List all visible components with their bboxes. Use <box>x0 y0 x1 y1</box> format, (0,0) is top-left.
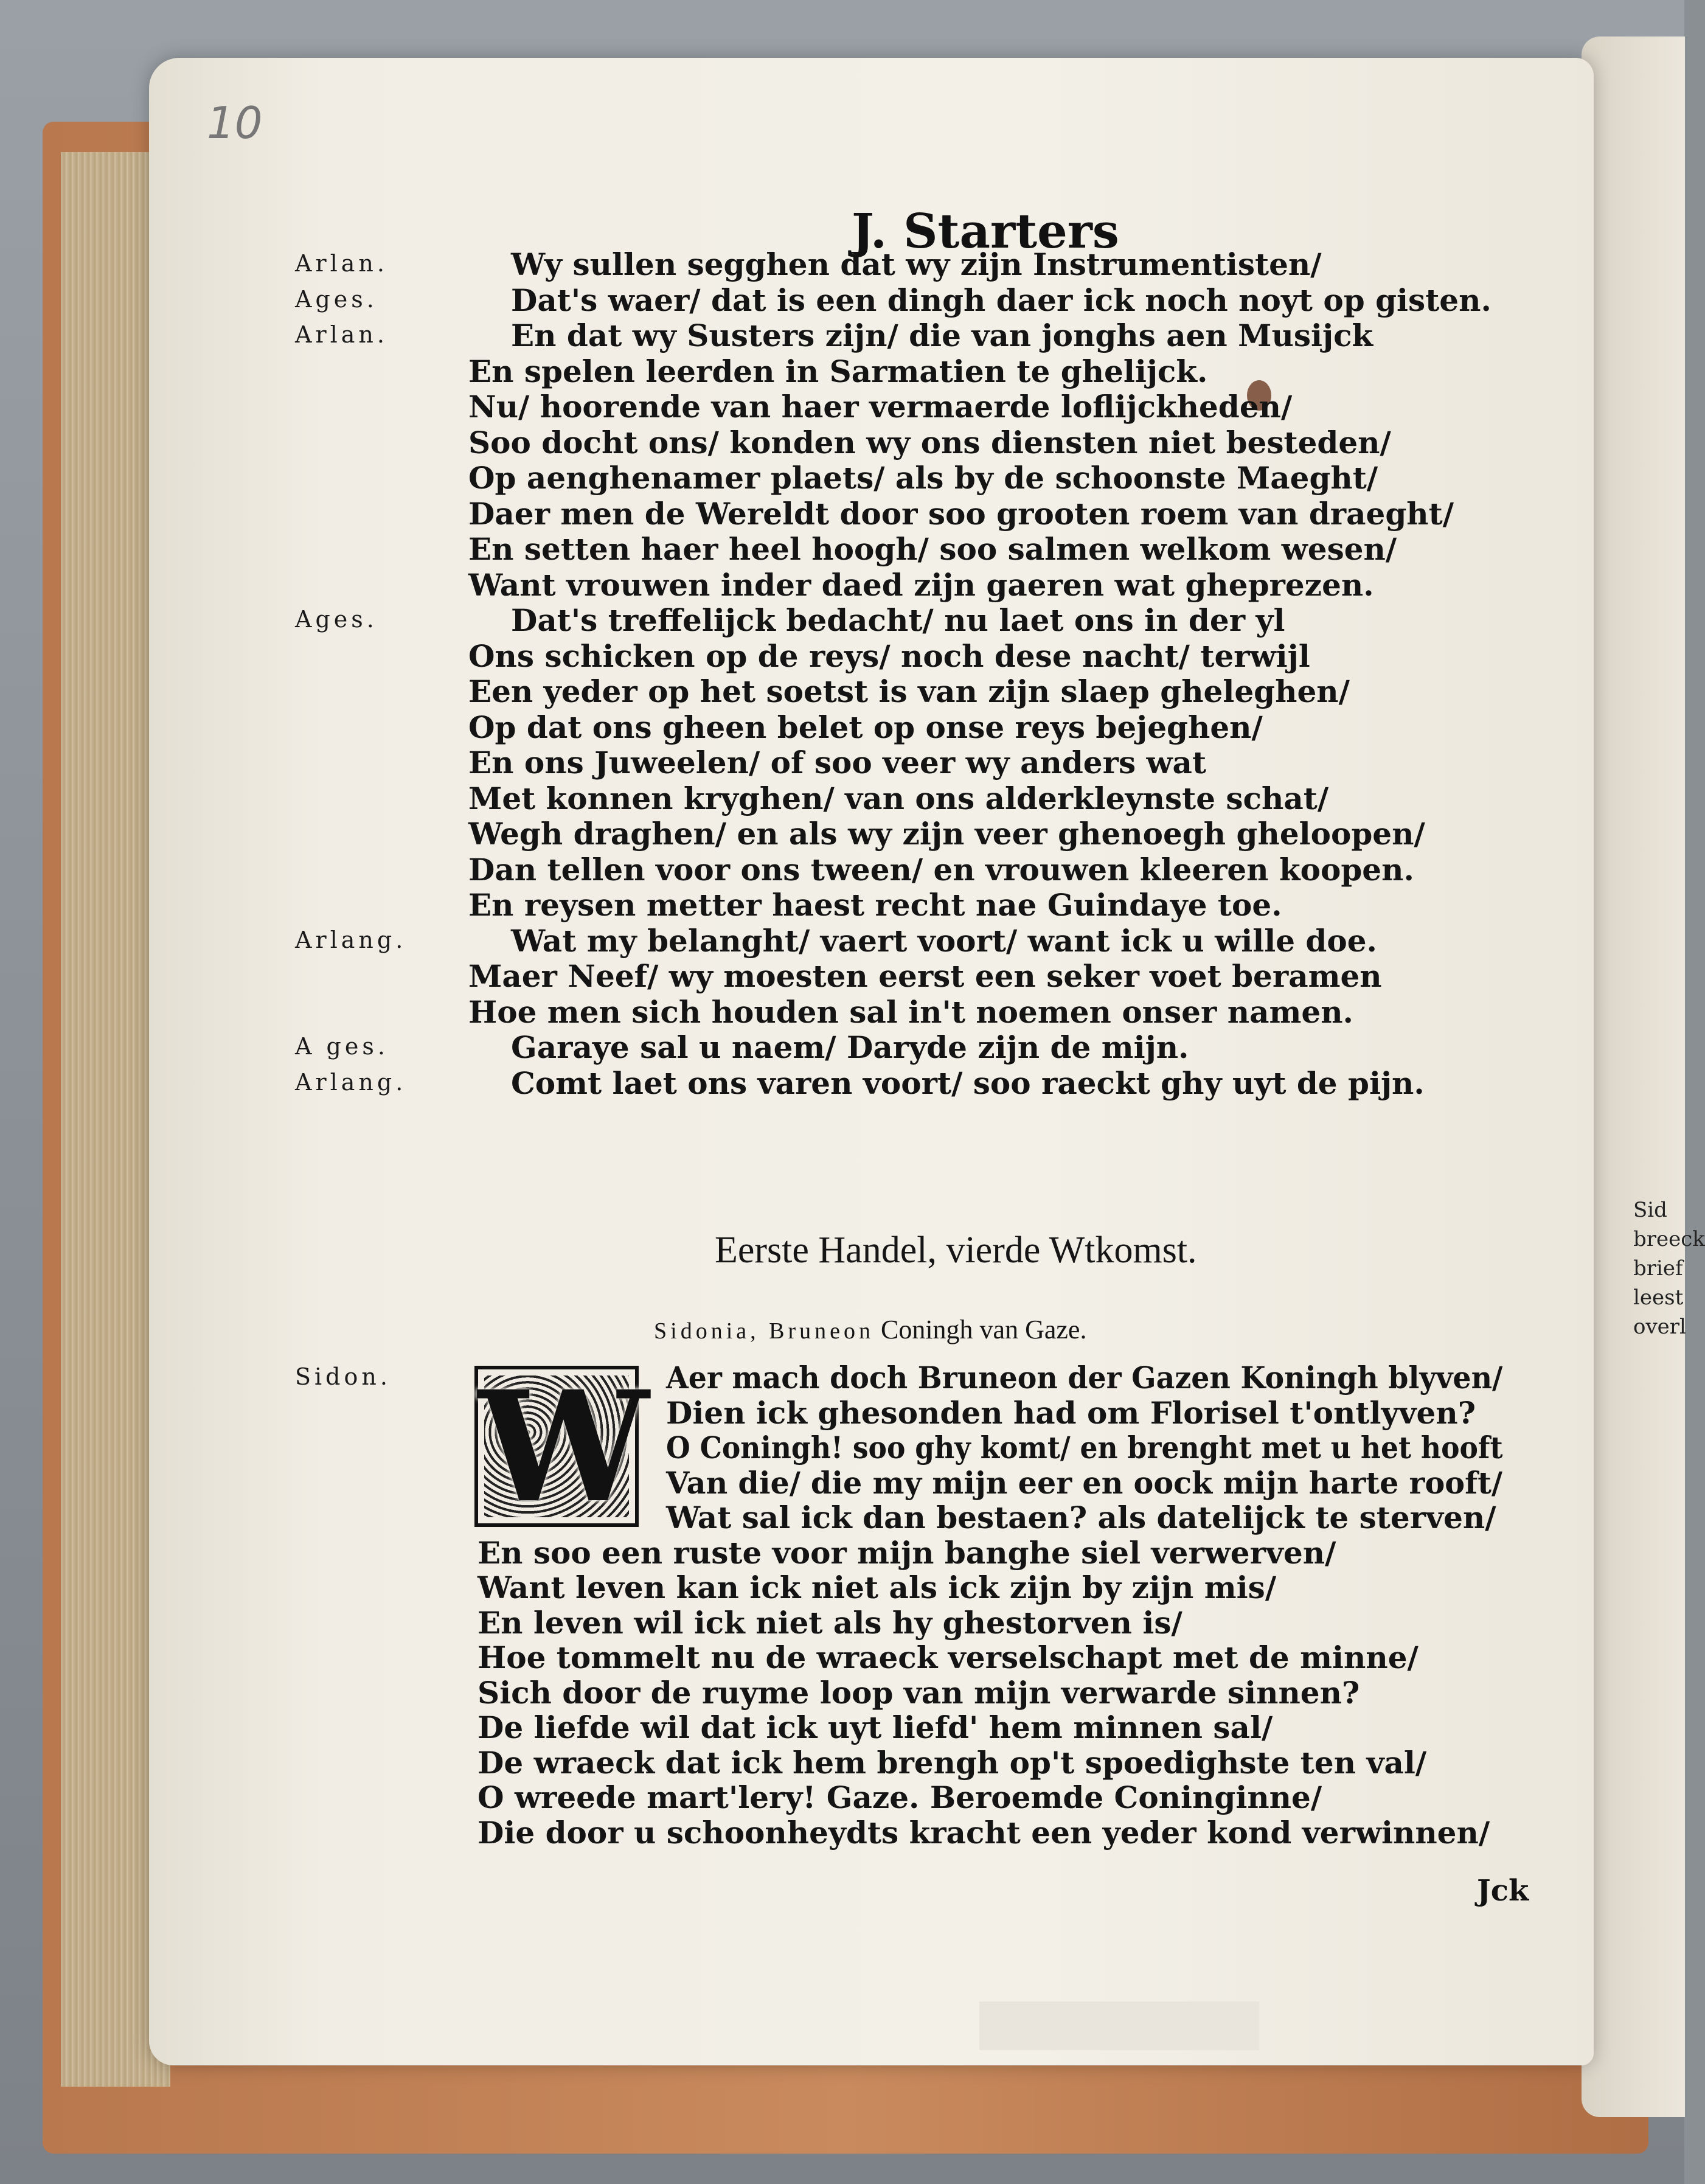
speaker-label: Arlan. <box>295 321 388 348</box>
verse-line: O wreede mart'lery! Gaze. Beroemde Coninginne/ <box>477 1779 1322 1815</box>
speaker-label: Ages. <box>295 285 378 313</box>
verse-line: Wat sal ick dan bestaen? als datelijck te sterven/ <box>666 1500 1496 1535</box>
verse-line: Die door u schoonheydts kracht een yeder kond verwinnen/ <box>477 1814 1490 1851</box>
verse-line: Hoe tommelt nu de wraeck verselschapt met de minne/ <box>477 1640 1419 1675</box>
drop-cap-initial <box>474 1357 649 1536</box>
verse-line: Een yeder op het soetst is van zijn slaep gheleghen/ <box>468 673 1350 709</box>
verse-line: Dan tellen voor ons tween/ en vrouwen kleeren koopen. <box>468 851 1414 888</box>
tape-strip <box>979 2001 1259 2050</box>
verse-line: Want vrouwen inder daed zijn gaeren wat gheprezen. <box>468 566 1374 603</box>
verse-line: Daer men de Wereldt door soo grooten roem van draeght/ <box>468 495 1454 532</box>
verse-line: Van die/ die my mijn eer en oock mijn harte rooft/ <box>666 1464 1502 1501</box>
verse-line: Op dat ons gheen belet op onse reys bejeghen/ <box>468 709 1263 745</box>
verse-line: Nu/ hoorende van haer vermaerde loflijckheden/ <box>468 389 1293 425</box>
margin-note-line: Sid <box>1633 1198 1667 1222</box>
verse-line: En ons Juweelen/ of soo veer wy anders wat <box>468 745 1207 781</box>
verse-line: O Coningh! soo ghy komt/ en brenght met u het hooft <box>666 1430 1503 1466</box>
verse-line: Maer Neef/ wy moesten eerst een seker voet beramen <box>468 958 1382 994</box>
verse-line: Dien ick ghesonden had om Florisel t'ontlyven? <box>666 1394 1476 1431</box>
verse-line: Dat's waer/ dat is een dingh daer ick noch noyt op gisten. <box>511 282 1491 318</box>
verse-line: Dat's treffelijck bedacht/ nu laet ons in der yl <box>511 602 1285 638</box>
folio-number: 10 <box>207 97 263 148</box>
scene-title: Eerste Handel, vierde Wtkomst. <box>715 1229 1197 1271</box>
verse-line: Ons schicken op de reys/ noch dese nacht/ terwijl <box>468 638 1310 674</box>
verse-line: En dat wy Susters zijn/ die van jonghs aen Musijck <box>511 318 1373 353</box>
speaker-label: Arlang. <box>295 1068 407 1096</box>
verse-line: De liefde wil dat ick uyt liefd' hem minnen sal/ <box>477 1709 1273 1745</box>
running-head: J. Starters <box>852 204 1119 259</box>
verse-line: Wat my belanght/ vaert voort/ want ick u wille doe. <box>511 922 1377 959</box>
speaker-label: A ges. <box>295 1033 389 1060</box>
verse-line: Aer mach doch Bruneon der Gazen Koningh blyven/ <box>666 1360 1503 1396</box>
facing-page-margin-note <box>1633 1195 1705 1341</box>
verse-line: En soo een ruste voor mijn banghe siel verwerven/ <box>477 1534 1336 1571</box>
verse-line: En spelen leerden in Sarmatien te ghelijck. <box>468 353 1208 389</box>
verse-line: Comt laet ons varen voort/ soo raeckt ghy uyt de pijn. <box>511 1065 1425 1101</box>
speaker-label: Arlang. <box>295 926 407 953</box>
margin-note-line: leest <box>1633 1285 1684 1310</box>
cast-names: Sidonia, Bruneon <box>654 1318 874 1344</box>
margin-note-line: brief <box>1633 1256 1683 1281</box>
verse-line: Op aenghenamer plaets/ als by de schoonste Maeght/ <box>468 460 1378 496</box>
verse-line: Soo docht ons/ konden wy ons diensten niet besteden/ <box>468 424 1391 461</box>
speaker-label: Sidon. <box>295 1363 391 1390</box>
verse-line: Hoe men sich houden sal in't noemen onser namen. <box>468 993 1353 1030</box>
verse-line: Wegh draghen/ en als wy zijn veer ghenoegh gheloopen/ <box>468 816 1425 852</box>
verse-line: Wy sullen segghen dat wy zijn Instrumentisten/ <box>511 246 1322 282</box>
facing-page <box>1582 37 1685 2117</box>
verse-line: En leven wil ick niet als hy ghestorven is/ <box>477 1604 1182 1641</box>
drop-cap-letter: W <box>478 1357 649 1536</box>
verse-line: Want leven kan ick niet als ick zijn by zijn mis/ <box>477 1570 1277 1605</box>
cast-rest: Coningh van Gaze. <box>880 1315 1087 1344</box>
verse-line: Met konnen kryghen/ van ons alderkleynste schat/ <box>468 780 1329 816</box>
verse-line: En reysen metter haest recht nae Guindaye toe. <box>468 887 1282 923</box>
cast-list <box>654 1314 1086 1345</box>
speaker-label: Ages. <box>295 606 378 633</box>
margin-note-line: breeck <box>1633 1227 1705 1251</box>
verse-line: Garaye sal u naem/ Daryde zijn de mijn. <box>511 1029 1189 1065</box>
margin-note-line: overl <box>1633 1315 1686 1339</box>
verse-line: De wraeck dat ick hem brengh op't spoedighste ten val/ <box>477 1744 1427 1781</box>
speaker-label: Arlan. <box>295 250 388 277</box>
catchword: Jck <box>1477 1874 1529 1908</box>
verse-line: En setten haer heel hoogh/ soo salmen welkom wesen/ <box>468 531 1397 567</box>
verse-line: Sich door de ruyme loop van mijn verwarde sinnen? <box>477 1674 1360 1711</box>
